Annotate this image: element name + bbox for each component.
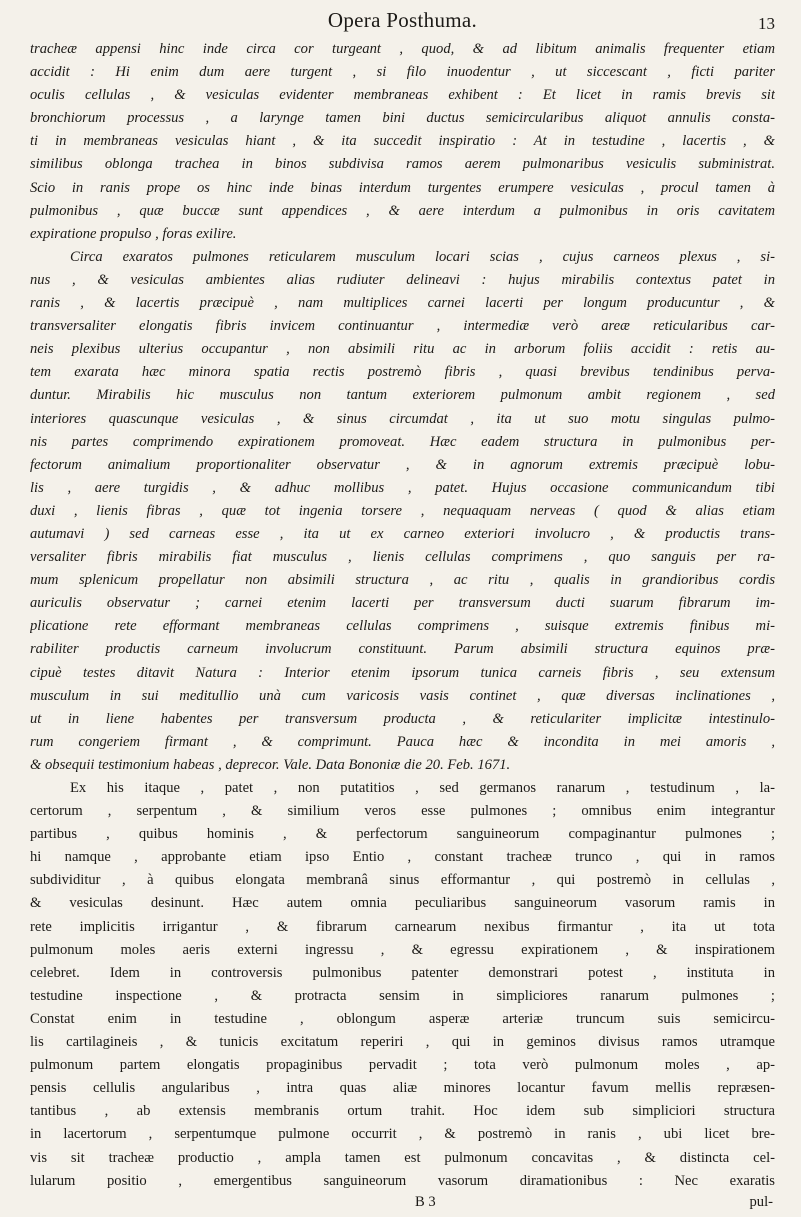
- catchword: pul-: [749, 1193, 773, 1210]
- body-text: [30, 38, 775, 1193]
- text-line: pensis cellulis angularibus , intra quas aliæ minores locantur favum mellis repræsen-: [30, 1080, 775, 1097]
- text-line: vis sit tracheæ productio , ampla tamen est pulmonum concavitas , & distincta cel-: [30, 1149, 775, 1166]
- text-line: expiratione propulso , foras exilire.: [30, 225, 237, 242]
- text-line: pulmonum partem elongatis propaginibus pervadit ; tota verò pulmonum moles , ap-: [30, 1057, 775, 1074]
- text-line: pulmonum moles aeris externi ingressu , & egressu expirationem , & inspirationem: [30, 941, 775, 958]
- running-title: Opera Posthuma.: [327, 8, 478, 32]
- text-line: & obsequii testimonium habeas , deprecor. Vale. Data Bononiæ die 20. Feb. 1671.: [30, 756, 511, 773]
- text-line: tantibus , ab extensis membranis ortum trahit. Hoc idem sub simpliciori structura: [30, 1103, 775, 1120]
- text-line: nis partes comprimendo expirationem promoveat. Hæc eadem structura in pulmonibus per-: [30, 433, 775, 450]
- text-line: musculum in sui meditullio unà cum varicosis vasis continet , quæ diversas inclinationes ,: [30, 687, 775, 704]
- text-line: rete implicitis irrigantur , & fibrarum carnearum nexibus firmantur , ita ut tota: [30, 918, 775, 935]
- text-line: Constat enim in testudine , oblongum asperæ arteriæ truncum suis semicircu-: [30, 1010, 775, 1027]
- text-line: lularum positio , emergentibus sanguineorum vasorum diramationibus : Nec exaratis: [30, 1172, 775, 1189]
- text-line: accidit : Hi enim dum aere turgent , si filo inuodentur , ut siccescant , ficti pariter: [30, 64, 775, 81]
- text-line: lis cartilagineis , & tunicis excitatum reperiri , qui in geminos divisus ramos utramque: [30, 1034, 775, 1051]
- text-line: tracheæ appensi hinc inde circa cor turgeant , quod, & ad libitum animalis frequenter etiam: [30, 41, 775, 57]
- text-line: tem exarata hæc minora spatia rectis postremò fibris , quasi brevibus tendinibus perva-: [30, 364, 775, 381]
- page-footer: [30, 1193, 775, 1217]
- page-header: [30, 6, 775, 36]
- text-line: plicatione rete efformant membraneas cellulas comprimens , suisque extremis finibus mi-: [30, 618, 775, 635]
- text-line: rum congeriem firmant , & comprimunt. Pauca hæc & incondita in mei amoris ,: [30, 733, 775, 750]
- text-line: lis , aere turgidis , & adhuc mollibus , patet. Hujus occasione communicandum tibi: [30, 479, 775, 496]
- text-line: duxi , lienis fibras , quæ tot ingenia torsere , nequaquam nerveas ( quod & alias etiam: [30, 502, 775, 519]
- text-line: partibus , quibus hominis , & perfectorum sanguineorum compaginantur pulmones ;: [30, 826, 775, 843]
- signature-mark: B 3: [415, 1193, 436, 1210]
- text-line: neis plexibus ulterius occupantur , non absimili ritu ac in arborum foliis accidit : retis au-: [30, 341, 775, 358]
- text-line: rabiliter productis carneum involucrum constituunt. Parum absimili structura equinos præ-: [30, 641, 775, 658]
- text-line: duntur. Mirabilis hic musculus non tantum exteriorem pulmonum ambit regionem , sed: [30, 387, 775, 404]
- text-line: auriculis observatur ; carnei etenim lacerti per transversum ducti suarum fibrarum im-: [30, 595, 775, 612]
- text-line: Circa exaratos pulmones reticularem musculum locari scias , cujus carneos plexus , si-: [70, 248, 775, 265]
- text-line: ut in liene habentes per transversum producta , & reticulariter implicitæ intestinulo-: [30, 710, 775, 727]
- text-line: cipuè testes ditavit Natura : Interior etenim ipsorum tunica carneis fibris , seu extensum: [30, 664, 775, 681]
- text-line: certorum , serpentum , & similium veros esse pulmones ; omnibus enim integrantur: [30, 803, 775, 820]
- text-line: ti in membraneas vesiculas hiant , & ita succedit inspiratio : At in testudine , lacertis , &: [30, 133, 775, 150]
- text-line: fectorum animalium proportionaliter observatur , & in agnorum extremis præcipuè lobu-: [30, 456, 775, 473]
- text-line: nus , & vesiculas ambientes alias rudiuter delineavi : hujus mirabilis contextus patet in: [30, 271, 775, 288]
- text-line: testudine inspectione , & protracta sensim in simpliciores ranarum pulmones ;: [30, 987, 775, 1004]
- text-line: mum splenicum propellatur non absimili structura , ac ritu , qualis in grandioribus cordis: [30, 572, 775, 589]
- text-line: transversaliter elongatis fibris invicem continuantur , intermediæ verò areæ reticularibus car-: [30, 318, 775, 335]
- text-line: subdividitur , à quibus elongata membranâ sinus efformantur , qui postremò in cellulas ,: [30, 872, 775, 889]
- text-line: bronchiorum processus , a larynge tamen bini ductus semicircularibus aliquot annulis consta-: [30, 110, 775, 127]
- text-line: oculis cellulas , & vesiculas evidenter membraneas exhibent : Et licet in ramis brevis sit: [30, 87, 775, 104]
- text-line: interiores quascunque vesiculas , & sinus circumdat , ita ut suo motu singulas pulmo-: [30, 410, 775, 427]
- text-line: celebret. Idem in controversis pulmonibus patenter demonstrari potest , instituta in: [30, 964, 775, 981]
- text-line: & vesiculas desinunt. Hæc autem omnia peculiaribus sanguineorum vasorum ramis in: [30, 895, 775, 912]
- text-line: ranis , & lacertis præcipuè , nam multiplices carnei lacerti per longum producuntur , &: [30, 295, 775, 312]
- page-number: 13: [758, 14, 775, 33]
- text-line: Scio in ranis prope os hinc inde binas interdum turgentes erumpere vesiculas , procul tamen à: [30, 179, 775, 196]
- text-line: hi namque , approbante etiam ipso Entio , constant tracheæ trunco , qui in ramos: [30, 849, 775, 866]
- text-line: pulmonibus , quæ buccæ sunt appendices , & aere interdum a pulmonibus in oris cavitatem: [30, 202, 775, 219]
- text-line: autumavi ) sed carneas esse , ita ut ex carneo exteriori involucro , & productis trans-: [30, 525, 775, 542]
- text-line: versaliter fibris mirabilis fiat musculus , lienis cellulas comprimens , quo sanguis per ra-: [30, 549, 775, 566]
- text-line: similibus oblonga trachea in binos subdivisa ramos aerem pulmonaribus vesiculis subministrat.: [30, 156, 775, 173]
- text-line: in lacertorum , serpentumque pulmone occurrit , & postremò in ranis , ubi licet bre-: [30, 1126, 775, 1143]
- text-line: Ex his itaque , patet , non putatitios , sed germanos ranarum , testudinum , la-: [70, 780, 775, 796]
